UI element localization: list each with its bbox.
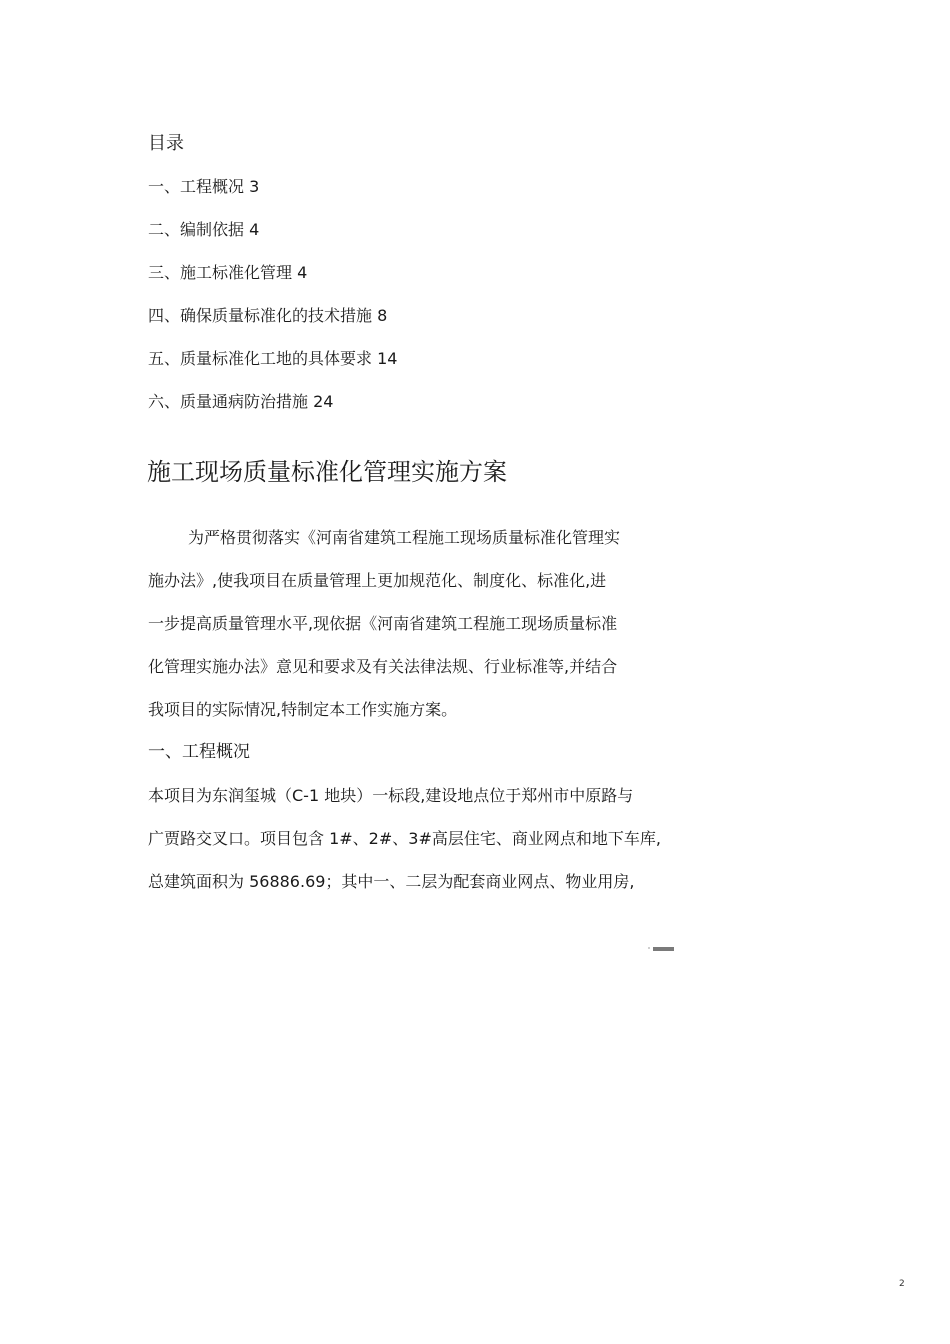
section-heading: 一、工程概况: [148, 742, 250, 762]
section-line: 广贾路交叉口。项目包含 1#、2#、3#高层住宅、商业网点和地下车库,: [148, 829, 661, 848]
toc-title: 目录: [148, 133, 184, 154]
page-number: 2: [899, 1279, 905, 1289]
scan-artifact: [653, 947, 674, 951]
section-line: 本项目为东润玺城（C-1 地块）一标段,建设地点位于郑州市中原路与: [148, 786, 634, 805]
toc-item[interactable]: 二、编制依据 4: [148, 220, 260, 239]
toc-item[interactable]: 四、确保质量标准化的技术措施 8: [148, 306, 388, 325]
document-title: 施工现场质量标准化管理实施方案: [147, 458, 507, 486]
intro-line: 化管理实施办法》意见和要求及有关法律法规、行业标准等,并结合: [148, 657, 618, 676]
toc-item[interactable]: 一、工程概况 3: [148, 177, 260, 196]
toc-item[interactable]: 三、施工标准化管理 4: [148, 263, 308, 282]
section-line: 总建筑面积为 56886.69；其中一、二层为配套商业网点、物业用房,: [148, 872, 635, 891]
intro-line: 我项目的实际情况,特制定本工作实施方案。: [148, 700, 458, 719]
intro-line: 一步提高质量管理水平,现依据《河南省建筑工程施工现场质量标准: [148, 614, 618, 633]
intro-line: 施办法》,使我项目在质量管理上更加规范化、制度化、标准化,进: [148, 571, 607, 590]
toc-item[interactable]: 六、质量通病防治措施 24: [148, 392, 334, 411]
toc-item[interactable]: 五、质量标准化工地的具体要求 14: [148, 349, 398, 368]
scan-artifact: [648, 947, 650, 949]
intro-line: 为严格贯彻落实《河南省建筑工程施工现场质量标准化管理实: [188, 528, 621, 547]
table-of-contents: [148, 176, 397, 434]
